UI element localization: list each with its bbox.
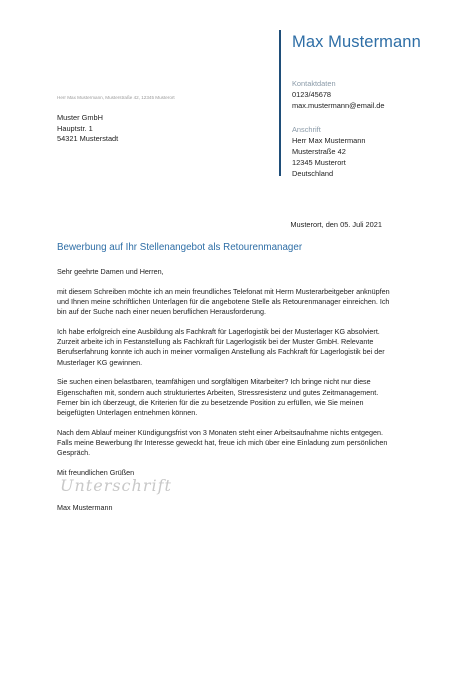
applicant-name: Max Mustermann bbox=[292, 33, 421, 51]
closing: Mit freundlichen Grüßen bbox=[57, 468, 135, 478]
body-paragraph: Nach dem Ablauf meiner Kündigungsfrist von 3 Monaten steht einer Arbeitsaufnahme nichts entgegen. Falls meine Bewerbung Ihr Interesse geweckt hat, freue ich mich über eine Einladung zum persönlichen Gespräch. bbox=[57, 427, 388, 458]
email-address: max.mustermann@email.de bbox=[292, 101, 385, 110]
address-line: Deutschland bbox=[292, 169, 334, 178]
letter-date: Musterort, den 05. Juli 2021 bbox=[290, 220, 382, 229]
body-paragraph: Ich habe erfolgreich eine Ausbildung als Fachkraft für Lagerlogistik bei der Musterlager KG absolviert. Zurzeit arbeite ich in Festanstellung als Fachkraft für Lagerlogistik bei der Muster GmbH. Relevante Berufserfahrung konnte ich auch in meiner vormaligen Anstellung als Fachkraft für Lagerlogistik bei der Musterlager KG gewinnen. bbox=[57, 327, 385, 367]
phone-number: 0123/45678 bbox=[292, 90, 332, 99]
address-line: 12345 Musterort bbox=[292, 158, 346, 167]
recipient-block bbox=[57, 113, 118, 145]
address-block bbox=[292, 124, 366, 179]
body-paragraph: mit diesem Schreiben möchte ich an mein freundliches Telefonat mit Herrn Musterarbeitgeber anknüpfen und Ihnen meine schriftlichen Unterlagen für die angebotene Stelle als Retourenmanager einreichen. Ich bin auf der Suche nach einer neuen beruflichen Herausforderung. bbox=[57, 286, 390, 317]
recipient-line: 54321 Musterstadt bbox=[57, 134, 119, 143]
letter-subject: Bewerbung auf Ihr Stellenangebot als Retourenmanager bbox=[57, 242, 303, 253]
body-paragraph: Sie suchen einen belastbaren, teamfähigen und sorgfältigen Mitarbeiter? Ich bringe nicht nur diese Eigenschaften mit, sondern auch strukturiertes Arbeiten, Stressresistenz und gutes Zeitmanagement. Ferner bin ich überzeugt, die Kriterien für die zu besetzende Position zu erfüllen, wie Sie meinen beigefügten Unterlagen entnehmen können. bbox=[57, 377, 379, 418]
contact-label: Kontaktdaten bbox=[292, 79, 336, 88]
letter-body bbox=[57, 267, 397, 488]
contact-block bbox=[292, 78, 385, 111]
signature-image: Unterschrift bbox=[60, 476, 172, 495]
sender-return-line: Herr Max Mustermann, Musterstraße 42, 12345 Musterort bbox=[57, 95, 175, 100]
signature-name: Max Mustermann bbox=[57, 503, 113, 512]
salutation: Sehr geehrte Damen und Herren, bbox=[57, 267, 164, 276]
address-line: Musterstraße 42 bbox=[292, 147, 346, 156]
recipient-line: Hauptstr. 1 bbox=[57, 123, 93, 133]
header-divider bbox=[279, 30, 281, 176]
address-label: Anschrift bbox=[292, 125, 321, 134]
address-line: Herr Max Mustermann bbox=[292, 136, 366, 145]
recipient-line: Muster GmbH bbox=[57, 113, 103, 122]
